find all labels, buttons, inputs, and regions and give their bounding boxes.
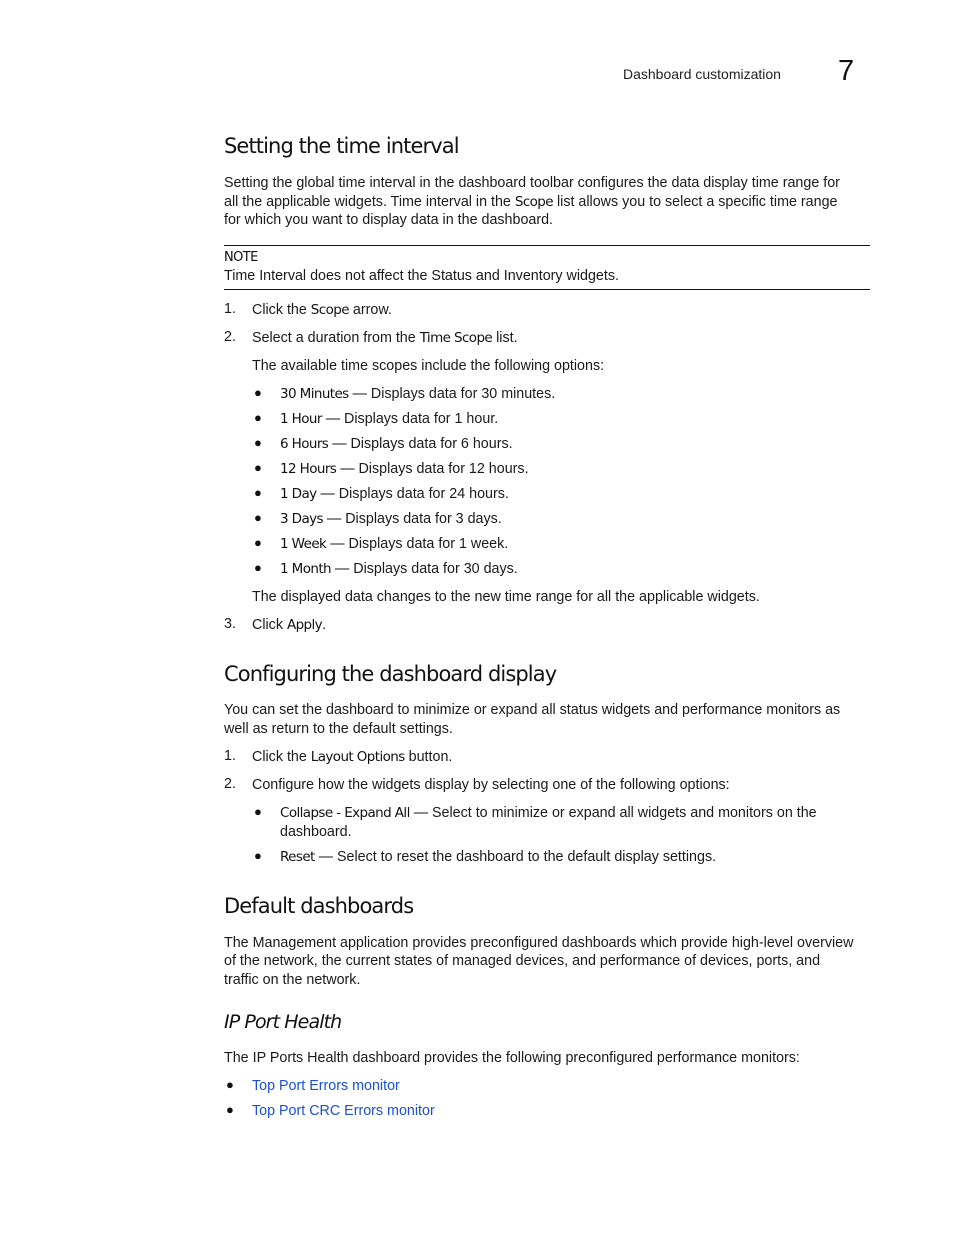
- list-item: 1 Week — Displays data for 1 week.: [280, 536, 509, 552]
- note-top-rule: [224, 245, 870, 246]
- paragraph-line: The IP Ports Health dashboard provides the following preconfigured performance monitors:: [224, 1050, 800, 1066]
- paragraph-line: traffic on the network.: [224, 972, 361, 988]
- list-item: 1 Month — Displays data for 30 days.: [280, 561, 518, 577]
- step-number: 3.: [224, 616, 236, 632]
- bullet-icon: ●: [254, 460, 262, 475]
- step-text: Configure how the widgets display by selecting one of the following options:: [252, 777, 730, 793]
- paragraph-line: all the applicable widgets. Time interval in the Scope list allows you to select a specific time range: [224, 194, 838, 210]
- list-item: 1 Hour — Displays data for 1 hour.: [280, 411, 499, 427]
- bullet-icon: ●: [254, 560, 262, 575]
- link-top-port-errors-monitor[interactable]: Top Port Errors monitor: [252, 1078, 400, 1094]
- bullet-icon: ●: [254, 510, 262, 525]
- paragraph-line: well as return to the default settings.: [224, 721, 453, 737]
- step-text: Click the Scope arrow.: [252, 302, 392, 318]
- step-text: Click Apply.: [252, 617, 327, 633]
- step-number: 2.: [224, 776, 236, 792]
- list-item: 3 Days — Displays data for 3 days.: [280, 511, 502, 527]
- section-heading-default-dashboards: Default dashboards: [224, 894, 414, 918]
- step-result: The displayed data changes to the new time range for all the applicable widgets.: [252, 589, 760, 605]
- section-heading-dashboard-display: Configuring the dashboard display: [224, 662, 557, 686]
- link-top-port-crc-errors-monitor[interactable]: Top Port CRC Errors monitor: [252, 1103, 435, 1119]
- ui-term-apply: Apply: [286, 617, 323, 633]
- step-text: Select a duration from the Time Scope list.: [252, 330, 518, 346]
- note-bottom-rule: [224, 289, 870, 290]
- paragraph-line: You can set the dashboard to minimize or expand all status widgets and performance monitors as: [224, 702, 841, 718]
- list-item: 1 Day — Displays data for 24 hours.: [280, 486, 509, 502]
- step-number: 1.: [224, 748, 236, 764]
- ui-term-layout-options: Layout Options: [310, 749, 405, 765]
- bullet-icon: ●: [226, 1077, 234, 1092]
- list-item: 6 Hours — Displays data for 6 hours.: [280, 436, 513, 452]
- ui-term-scope: Scope: [514, 194, 553, 210]
- bullet-icon: ●: [254, 385, 262, 400]
- bullet-icon: ●: [226, 1102, 234, 1117]
- step-detail: The available time scopes include the following options:: [252, 358, 605, 374]
- running-header-title: Dashboard customization: [623, 66, 781, 82]
- bullet-icon: ●: [254, 535, 262, 550]
- paragraph-line: for which you want to display data in the dashboard.: [224, 212, 554, 228]
- section-heading-time-interval: Setting the time interval: [224, 134, 459, 158]
- list-item: 12 Hours — Displays data for 12 hours.: [280, 461, 529, 477]
- list-item: 30 Minutes — Displays data for 30 minutes.: [280, 386, 556, 402]
- ui-term-time-scope: Time Scope: [419, 330, 493, 346]
- bullet-icon: ●: [254, 485, 262, 500]
- note-label: NOTE: [224, 250, 258, 265]
- list-item-continuation: dashboard.: [280, 824, 352, 840]
- bullet-icon: ●: [254, 435, 262, 450]
- step-number: 2.: [224, 329, 236, 345]
- list-item: Collapse - Expand All — Select to minimize or expand all widgets and monitors on the: [280, 805, 817, 821]
- step-text: Click the Layout Options button.: [252, 749, 453, 765]
- paragraph-line: of the network, the current states of managed devices, and performance of devices, ports, and: [224, 953, 821, 969]
- note-text: Time Interval does not affect the Status and Inventory widgets.: [224, 268, 619, 284]
- bullet-icon: ●: [254, 804, 262, 819]
- bullet-icon: ●: [254, 848, 262, 863]
- paragraph-line: The Management application provides preconfigured dashboards which provide high-level overview: [224, 935, 854, 951]
- subsection-heading-ip-port-health: IP Port Health: [224, 1011, 342, 1033]
- chapter-number: 7: [838, 55, 855, 87]
- list-item: Reset — Select to reset the dashboard to the default display settings.: [280, 849, 717, 865]
- ui-term-scope: Scope: [310, 302, 349, 318]
- step-number: 1.: [224, 301, 236, 317]
- bullet-icon: ●: [254, 410, 262, 425]
- paragraph-line: Setting the global time interval in the dashboard toolbar configures the data display time range for: [224, 175, 840, 191]
